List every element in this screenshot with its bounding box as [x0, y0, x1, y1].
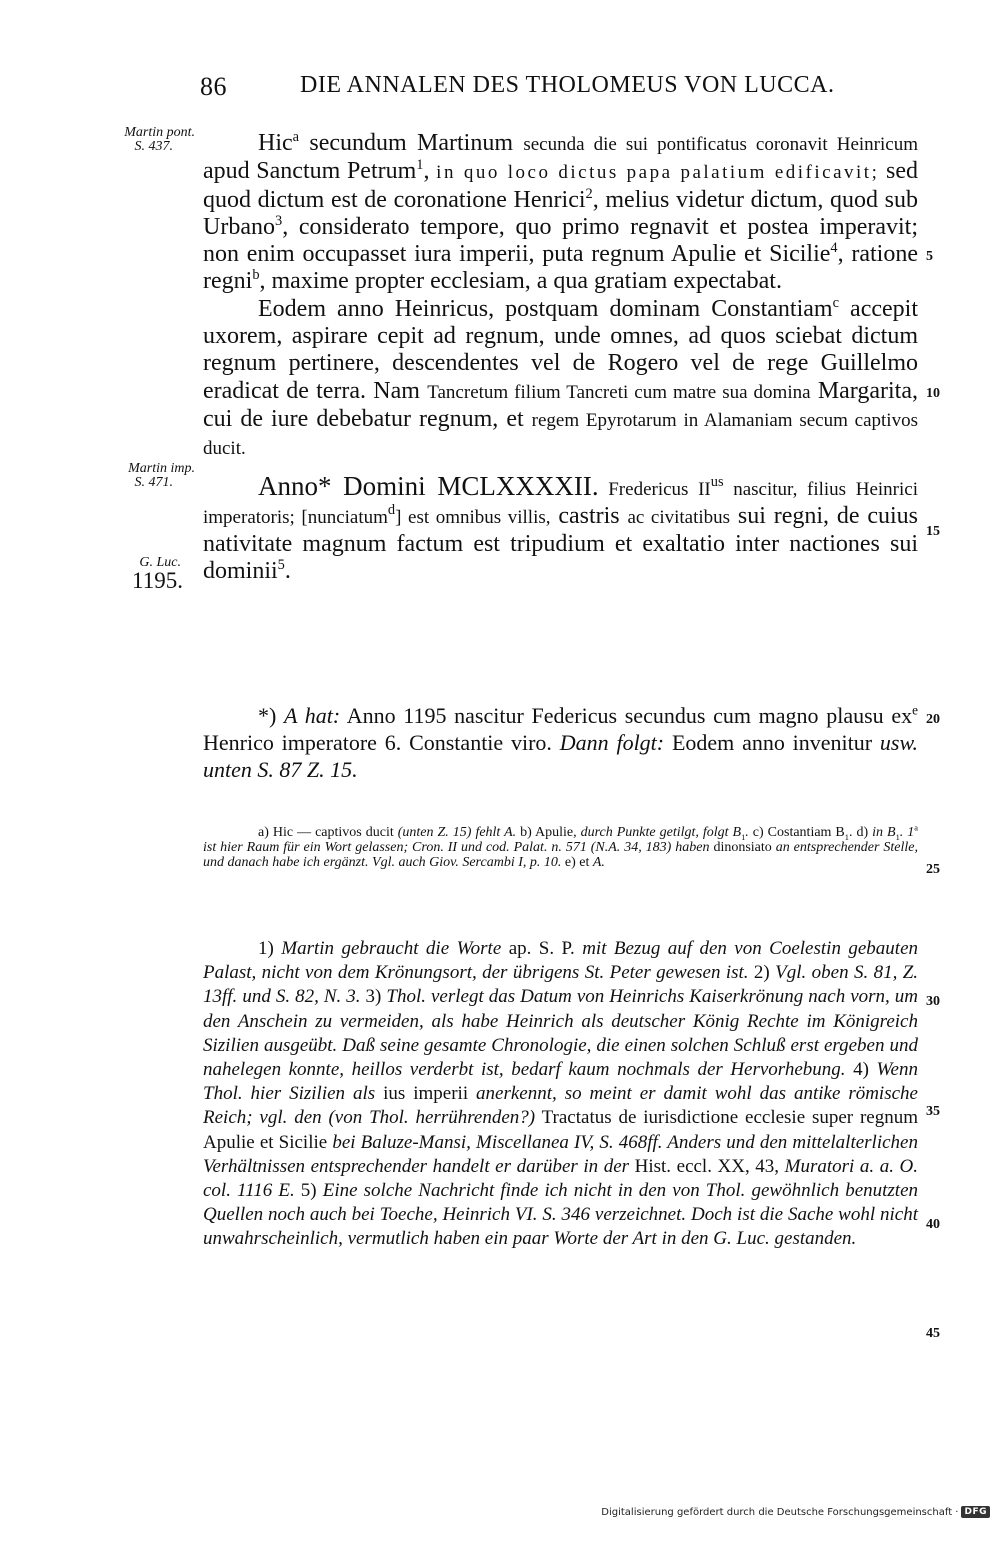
- sidenote-label: G. Luc.: [139, 555, 181, 570]
- line-number: 15: [926, 524, 940, 539]
- running-header: [200, 72, 930, 108]
- line-number: 30: [926, 994, 940, 1009]
- sidenote-ref: S. 437.: [134, 139, 173, 154]
- line-number: 40: [926, 1217, 940, 1232]
- digitization-footer: [601, 1506, 990, 1518]
- paragraph-anno: Anno* Domini MCLXXXXII. Fredericus $II^{us}$ nascitur, filius Heinrici imperatoris; [nunciatum$^d$] est omnibus villis, castris ac civitatibus sui regni, de cuius nativitate magnum factum est tripudium et exaltatio inter nactiones sui dominii$^5$.: [203, 470, 919, 585]
- page-number: 86: [200, 72, 227, 101]
- sidenote-martin-imp: [80, 462, 195, 490]
- sidenote-martin-pont: [80, 126, 195, 154]
- sidenote-ref: S. 471.: [134, 475, 173, 490]
- line-number: 5: [926, 249, 933, 264]
- paragraph-eodem: Eodem anno Heinricus, postquam dominam Constantiam$^c$ accepit uxorem, aspirare cepit ad regnum, unde omnes, ad quos sciebat dictum regnum pertinere, descendentes vel de Rogero vel de rege Guillelmo eradicat de terra. Nam Tancretum filium Tancreti cum matre sua domina Margarita, cui de iure debebatur regnum, et regem Epyrotarum in Alamaniam secum captivos ducit.: [203, 294, 919, 460]
- variant-note: *) A hat: Anno 1195 nascitur Federicus secundus cum magno plausu $ex^e$ Henrico imperatore 6. Constantie viro. Dann folgt: Eodem anno invenitur usw. unten S. 87 Z. 15.: [203, 702, 919, 782]
- line-number: 25: [926, 862, 940, 877]
- sidenote-label: Martin pont.: [124, 125, 195, 140]
- explanatory-notes: 1) Martin gebraucht die Worte ap. S. P. mit Bezug auf den von Coelestin gebauten Palast, nicht von dem Krönungsort, der übrigens St. Peter gewesen ist. 2) Vgl. oben S. 81, Z. 13ff. und S. 82, N. 3. 3) Thol. verlegt das Datum von Heinrichs Kaiserkrönung nach vorn, um den Anschein zu vermeiden, als habe Heinrich als deutscher König Rechte im Königreich Sizilien ausgeübt. Daß seine gesamte Chronologie, die einen solchen Schluß erst ergeben und nahelegen konnte, heillos verderbt ist, bedarf kaum nochmals der Hervorhebung. 4) Wenn Thol. hier Sizilien als ius imperii anerkennt, so meint er damit wohl das antike römische Reich; vgl. den (von Thol. herrührenden?) Tractatus de iurisdictione ecclesie super regnum Apulie et Sicilie bei Baluze-Mansi, Miscellanea IV, S. 468ff. Anders und den mittelalterlichen Verhältnissen entsprechender handelt er darüber in der Hist. eccl. XX, 43, Muratori a. a. O. col. 1116 E. 5) Eine solche Nachricht finde ich nicht in den von Thol. gewöhnlich benutzten Quellen noch auch bei Toeche, Heinrich VI. S. 346 verzeichnet. Doch ist die Sache wohl nicht unwahrscheinlich, vermutlich haben ein paar Worte der Art in den G. Luc. gestanden.: [203, 938, 919, 1250]
- running-title: DIE ANNALEN DES THOLOMEUS VON LUCCA.: [300, 72, 835, 98]
- line-number: 35: [926, 1104, 940, 1119]
- main-text: [203, 130, 918, 586]
- critical-apparatus: a) Hic — captivos ducit (unten Z. 15) fehlt A. b) Apulie, durch Punkte getilgt, folgt $B_1$. c) Costantiam $B_1$. d) in $B_1$. 1$^a$ ist hier Raum für ein Wort gelassen; Cron. II und cod. Palat. n. 571 (N.A. 34, 183) haben dinonsiato an entsprechender Stelle, und danach habe ich ergänzt. Vgl. auch Giov. Sercambi I, p. 10. e) et A.: [203, 823, 918, 870]
- line-number: 45: [926, 1326, 940, 1341]
- sidenote-label: Martin imp.: [128, 461, 195, 476]
- footer-text: Digitalisierung gefördert durch die Deutsche Forschungsgemeinschaft ·: [601, 1506, 959, 1518]
- paragraph-hic: Hic$^a$ secundum Martinum secunda die sui pontificatus coronavit Heinricum apud Sanctum Petrum$^1$, in quo loco dictus papa palatium edificavit; sed quod dictum est de coronatione Henrici$^2$, melius videtur dictum, quod sub Urbano$^3$, considerato tempore, quo primo regnavit et postea imperavit; non enim occupasset iura imperii, puta regnum Apulie et Sicilie$^4$, ratione regni$^b$, maxime propter ecclesiam, a qua gratiam expectabat.: [203, 129, 919, 295]
- sidenote-year: 1195.: [132, 568, 183, 593]
- sidenote-g-luc: [80, 556, 195, 592]
- line-number: 20: [926, 712, 940, 727]
- line-number: 10: [926, 386, 940, 401]
- dfg-logo: DFG: [961, 1506, 990, 1518]
